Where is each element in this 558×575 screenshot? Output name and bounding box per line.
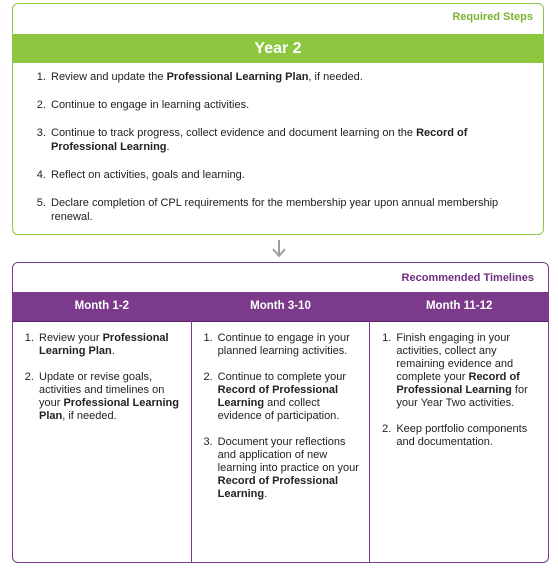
year2-panel (12, 3, 544, 235)
list-item: 3. Document your reflections and application of new learning into practice on your Record of Professional Learning. (216, 436, 360, 501)
step-item: 1. Review and update the Professional Learning Plan, if needed. (49, 70, 503, 84)
list-item: 1. Review your Professional Learning Plan. (37, 332, 181, 358)
timeline-column-month-3-10 (192, 292, 371, 562)
column-list (13, 322, 191, 436)
list-item: 1. Continue to engage in your planned learning activities. (216, 332, 360, 358)
step-item: 3. Continue to track progress, collect evidence and document learning on the Record of Professional Learning. (49, 126, 503, 154)
column-title: Month 11-12 (370, 292, 548, 322)
column-title: Month 1-2 (13, 292, 191, 322)
timelines-panel (12, 262, 549, 563)
year2-steps-list (13, 70, 543, 238)
list-item: 2. Keep portfolio components and documentation. (394, 423, 538, 449)
step-item: 5. Declare completion of CPL requirements for the membership year upon annual membership renewal. (49, 196, 503, 224)
required-steps-label: Required Steps (452, 11, 533, 23)
timeline-columns (13, 292, 548, 562)
timeline-column-month-11-12 (370, 292, 548, 562)
recommended-timelines-label: Recommended Timelines (401, 272, 534, 284)
column-list (370, 322, 548, 462)
timeline-column-month-1-2 (13, 292, 192, 562)
arrow-down-icon (270, 239, 288, 259)
step-item: 2. Continue to engage in learning activities. (49, 98, 503, 112)
column-list (192, 322, 370, 514)
list-item: 2. Continue to complete your Record of Professional Learning and collect evidence of participation. (216, 371, 360, 423)
list-item: 1. Finish engaging in your activities, collect any remaining evidence and complete your Record of Professional Learning for your Year Two activities. (394, 332, 538, 410)
list-item: 2. Update or revise goals, activities and timelines on your Professional Learning Plan, if needed. (37, 371, 181, 423)
year2-title: Year 2 (13, 34, 543, 63)
step-item: 4. Reflect on activities, goals and learning. (49, 168, 503, 182)
column-title: Month 3-10 (192, 292, 370, 322)
